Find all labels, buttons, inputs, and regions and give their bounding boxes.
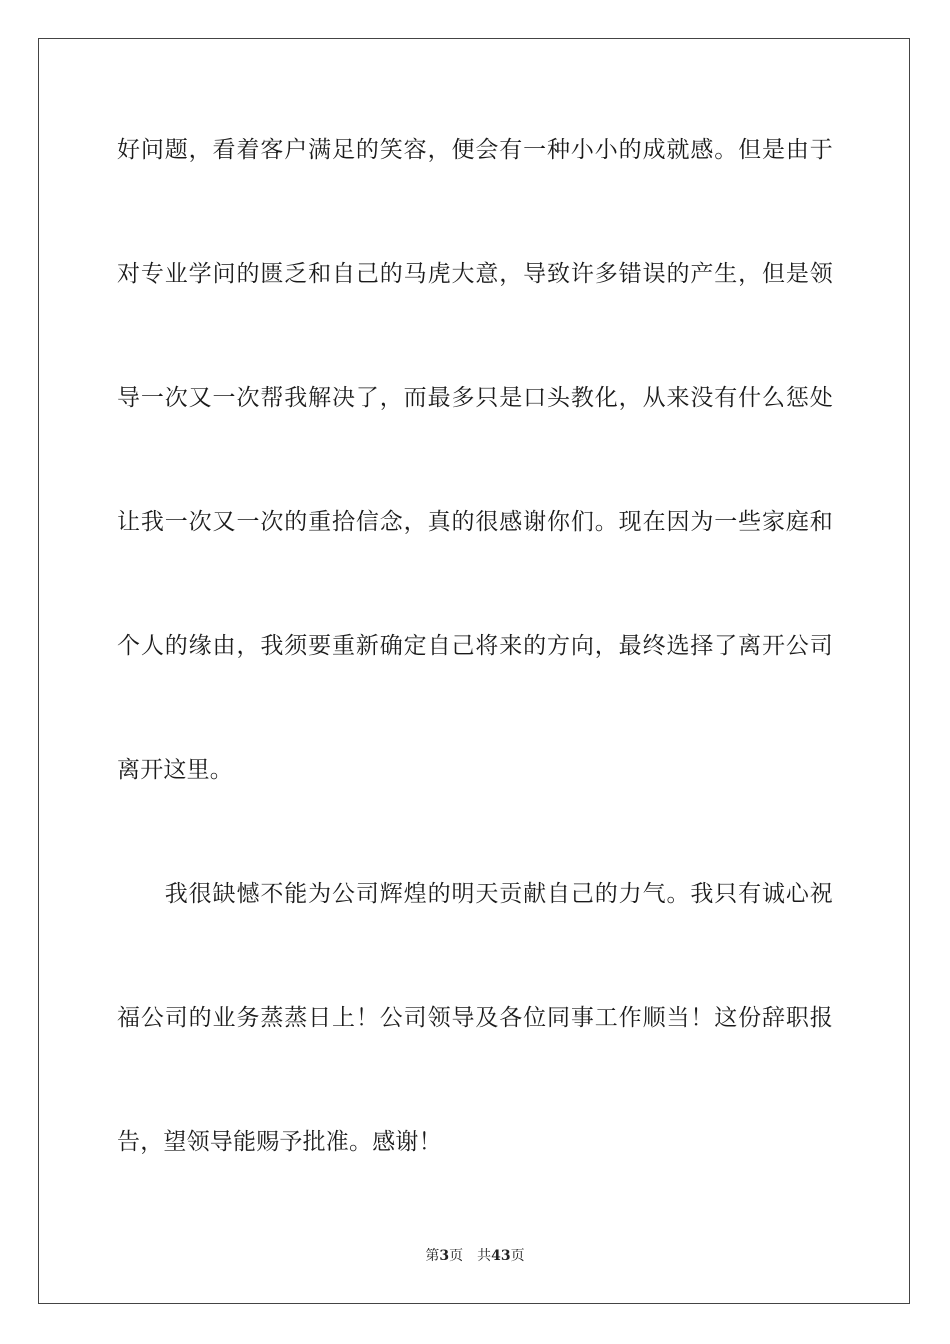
page-prefix: 第 bbox=[425, 1248, 440, 1264]
paragraph-line: 好问题，看着客户满足的笑容，便会有一种小小的成就感。但是由于 bbox=[117, 137, 833, 163]
page-number: 3 bbox=[439, 1248, 450, 1264]
page-border bbox=[38, 38, 910, 1304]
paragraph-line: 告，望领导能赐予批准。感谢！ bbox=[117, 1129, 442, 1155]
total-prefix: 共 bbox=[477, 1248, 492, 1264]
page-footer bbox=[0, 1246, 950, 1266]
paragraph-line: 离开这里。 bbox=[117, 757, 233, 783]
total-suffix: 页 bbox=[510, 1248, 525, 1264]
page-suffix: 页 bbox=[449, 1248, 464, 1264]
paragraph-line: 个人的缘由，我须要重新确定自己将来的方向，最终选择了离开公司 bbox=[117, 633, 833, 659]
paragraph-line: 让我一次又一次的重拾信念，真的很感谢你们。现在因为一些家庭和 bbox=[117, 509, 833, 535]
paragraph-line: 我很缺憾不能为公司辉煌的明天贡献自己的力气。我只有诚心祝 bbox=[117, 881, 833, 907]
paragraph-line: 对专业学问的匮乏和自己的马虎大意，导致许多错误的产生，但是领 bbox=[117, 261, 833, 287]
total-pages: 43 bbox=[491, 1248, 511, 1264]
paragraph-line: 导一次又一次帮我解决了，而最多只是口头教化，从来没有什么惩处 bbox=[117, 385, 833, 411]
paragraph-line: 福公司的业务蒸蒸日上！公司领导及各位同事工作顺当！这份辞职报 bbox=[117, 1005, 833, 1031]
